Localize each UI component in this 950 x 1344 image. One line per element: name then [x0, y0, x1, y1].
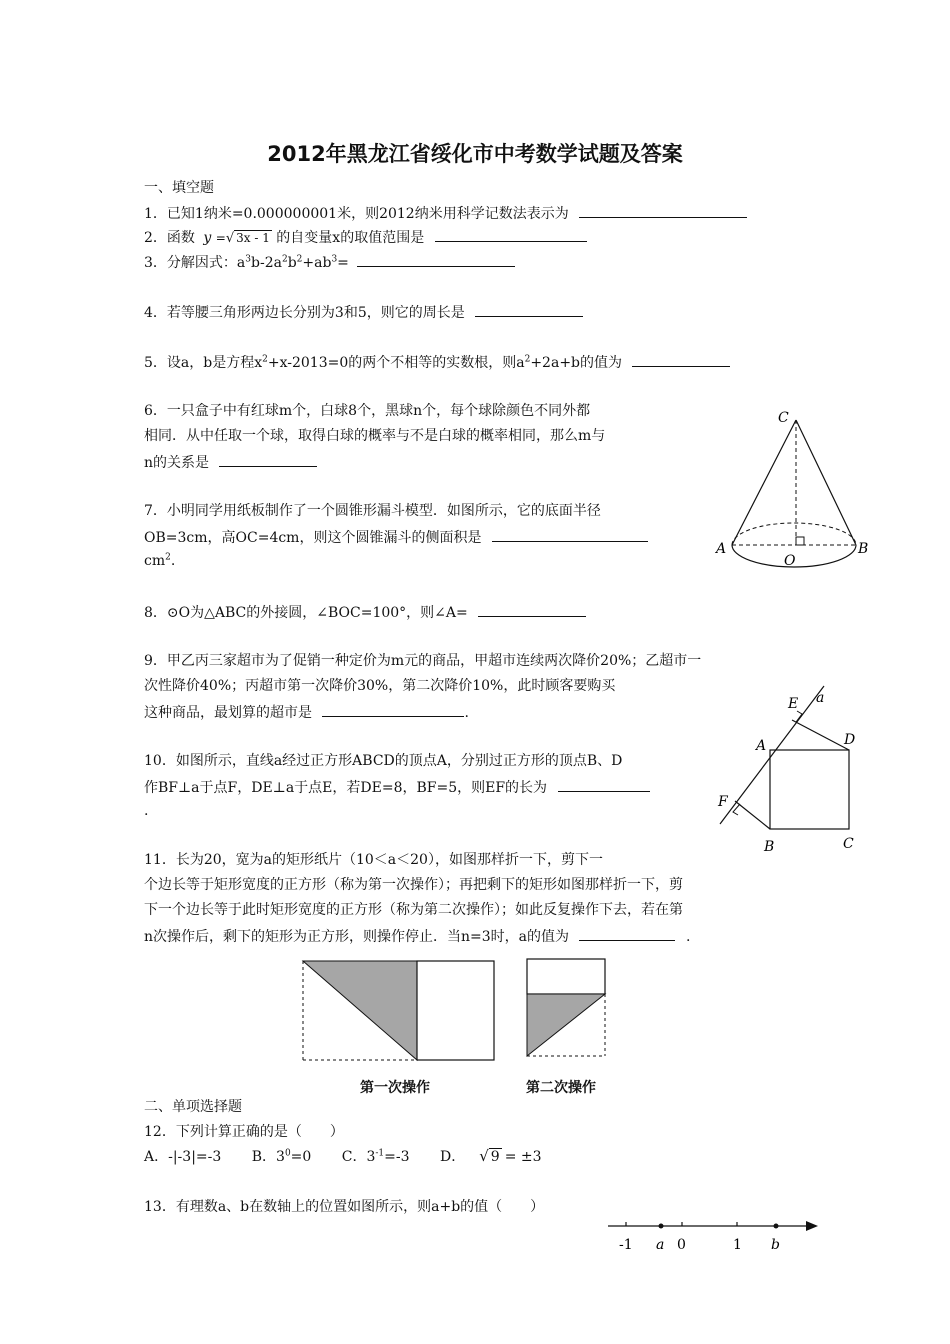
- question-1: [144, 203, 747, 223]
- label-b: B: [764, 839, 775, 855]
- q10-line2-text: 作BF⊥a于点F，DE⊥a于点E，若DE=8，BF=5，则EF的长为: [144, 780, 548, 796]
- segment-de: [792, 720, 849, 750]
- folding-figure: [298, 956, 614, 1064]
- label-d: D: [844, 732, 856, 748]
- answer-blank-1[interactable]: [579, 203, 747, 218]
- question-13: 13．有理数a、b在数轴上的位置如图所示，则a+b的值（ ）: [144, 1199, 545, 1215]
- cone-figure: [712, 404, 872, 576]
- option-c[interactable]: [342, 1149, 410, 1165]
- q3-part: +ab: [302, 255, 332, 271]
- q3-part: b: [287, 255, 297, 271]
- question-7-line-1: 7．小明同学用纸板制作了一个圆锥形漏斗模型．如图所示，它的底面半径: [144, 503, 601, 519]
- sqrt-symbol: √: [225, 231, 235, 246]
- answer-blank-2[interactable]: [435, 227, 587, 242]
- q11-line4-text: n次操作后，剩下的矩形为正方形，则操作停止．当n=3时，a的值为: [144, 929, 570, 945]
- question-6-line-3: [144, 452, 317, 472]
- q5-part: +x-2013=0的两个不相等的实数根，则a: [267, 355, 525, 371]
- sqrt-symbol: √: [479, 1147, 489, 1165]
- option-b-base: B．3: [251, 1149, 285, 1165]
- question-11-line-1: 11．长为20，宽为a的矩形纸片（10＜a＜20），如图那样折一下，剪下一: [144, 852, 603, 868]
- question-12-options: [144, 1147, 542, 1166]
- answer-blank-9[interactable]: [322, 702, 464, 717]
- number-line-arrow: [806, 1221, 818, 1231]
- option-b[interactable]: [252, 1149, 312, 1165]
- question-8: [144, 602, 586, 622]
- cone-edge-ca: [732, 420, 796, 545]
- tick-label-1: 1: [733, 1237, 742, 1253]
- first-remaining-rect: [417, 961, 494, 1060]
- option-d-label: D．: [440, 1149, 466, 1165]
- q3-exp: 2: [281, 254, 288, 265]
- section-single-choice: 二、单项选择题: [144, 1099, 242, 1115]
- question-10-line-2: [144, 777, 650, 797]
- option-c-exp: -1: [375, 1148, 385, 1159]
- option-b-exp: 0: [284, 1148, 291, 1159]
- question-2-post: 的自变量x的取值范围是: [276, 230, 425, 246]
- q3-part: =: [337, 255, 349, 271]
- label-a: A: [716, 541, 727, 557]
- answer-blank-4[interactable]: [475, 302, 583, 317]
- caption-first-operation: 第一次操作: [360, 1080, 430, 1096]
- q3-exp: 3: [331, 254, 338, 265]
- answer-blank-6[interactable]: [219, 452, 317, 467]
- label-line-a: a: [816, 690, 825, 706]
- question-9-line-3: [144, 702, 469, 722]
- question-2: [144, 227, 587, 248]
- square-figure: [712, 684, 872, 856]
- question-7-line-3: [144, 552, 175, 570]
- option-a[interactable]: A．-|-3|=-3: [144, 1149, 222, 1165]
- question-8-text: 8．⊙O为△ABC的外接圆，∠BOC=100°，则∠A=: [144, 605, 468, 621]
- function-radicand: 3x - 1: [236, 231, 270, 245]
- label-f: F: [718, 794, 728, 810]
- question-12-stem: 12．下列计算正确的是（ ）: [144, 1124, 344, 1140]
- q11-end: .: [685, 929, 691, 945]
- question-7-line-2: [144, 527, 648, 547]
- label-c: C: [778, 410, 789, 426]
- question-1-text: 1．已知1纳米=0.000000001米，则2012纳米用科学记数法表示为: [144, 206, 569, 222]
- question-10-line-3: .: [144, 803, 149, 819]
- q3-part: b-2a: [251, 255, 282, 271]
- question-3: [144, 252, 515, 272]
- q7-unit-exp: 2: [165, 552, 171, 563]
- answer-blank-11[interactable]: [579, 926, 675, 941]
- second-remaining-rect: [527, 959, 605, 994]
- label-c: C: [843, 836, 854, 852]
- q5-part: 5．设a，b是方程x: [144, 355, 263, 371]
- question-4: [144, 302, 583, 322]
- square-abcd: [770, 750, 849, 829]
- q7-line2-text: OB=3cm，高OC=4cm，则这个圆锥漏斗的侧面积是: [144, 530, 482, 546]
- option-c-base: C．3: [341, 1149, 376, 1165]
- cone-base-back: [732, 523, 856, 545]
- question-9-line-2: 次性降价40%；丙超市第一次降价30%，第二次降价10%，此时顾客要购买: [144, 678, 616, 694]
- label-b: B: [858, 541, 869, 557]
- segment-bf: [735, 801, 770, 829]
- caption-second-operation: 第二次操作: [526, 1080, 596, 1096]
- q9-end: .: [464, 705, 469, 721]
- option-d-radicand: 9: [490, 1149, 500, 1165]
- question-9-line-1: 9．甲乙丙三家超市为了促销一种定价为m元的商品，甲超市连续两次降价20%；乙超市一: [144, 653, 702, 669]
- question-2-pre: 2．函数: [144, 230, 195, 246]
- q5-exp: 2: [262, 354, 268, 365]
- answer-blank-10[interactable]: [558, 777, 650, 792]
- point-a: [659, 1224, 664, 1229]
- answer-blank-8[interactable]: [478, 602, 586, 617]
- question-11-line-4: [144, 926, 690, 946]
- answer-blank-3[interactable]: [357, 252, 515, 267]
- label-o: O: [784, 553, 796, 569]
- right-angle-mark: [796, 537, 804, 545]
- q3-exp: 2: [296, 254, 303, 265]
- second-fold-shaded: [527, 994, 605, 1056]
- option-d-rest: = ±3: [504, 1149, 542, 1165]
- option-b-rest: =0: [290, 1149, 312, 1165]
- q7-unit: cm: [144, 553, 166, 569]
- answer-blank-7[interactable]: [492, 527, 648, 542]
- q3-part: 3．分解因式：a: [144, 255, 246, 271]
- q5-part: +2a+b的值为: [530, 355, 623, 371]
- question-6-line-1: 6．一只盒子中有红球m个，白球8个，黑球n个，每个球除颜色不同外都: [144, 403, 591, 419]
- question-5: [144, 352, 730, 372]
- number-line-figure: [606, 1212, 822, 1256]
- question-4-text: 4．若等腰三角形两边长分别为3和5，则它的周长是: [144, 305, 465, 321]
- question-11-line-2: 个边长等于矩形宽度的正方形（称为第一次操作）；再把剩下的矩形如图那样折一下，剪: [144, 877, 683, 893]
- page-title: 2012年黑龙江省绥化市中考数学试题及答案: [267, 142, 683, 166]
- function-y: y: [203, 230, 212, 246]
- q9-line3-text: 这种商品，最划算的超市是: [144, 705, 312, 721]
- answer-blank-5[interactable]: [632, 352, 730, 367]
- q5-exp: 2: [524, 354, 531, 365]
- point-b: [774, 1224, 779, 1229]
- line-a: [720, 686, 824, 824]
- q7-end: .: [170, 553, 176, 569]
- section-fill-in: 一、填空题: [144, 180, 214, 196]
- q6-line3-text: n的关系是: [144, 455, 210, 471]
- question-6-line-2: 相同．从中任取一个球，取得白球的概率与不是白球的概率相同，那么m与: [144, 428, 606, 444]
- option-c-rest: =-3: [384, 1149, 410, 1165]
- option-d[interactable]: [440, 1149, 542, 1165]
- q3-exp: 3: [245, 254, 251, 265]
- tick-label-a: a: [656, 1237, 665, 1253]
- label-a: A: [756, 738, 767, 754]
- question-10-line-1: 10．如图所示，直线a经过正方形ABCD的顶点A，分别过正方形的顶点B、D: [144, 753, 623, 769]
- tick-label-0: 0: [677, 1237, 686, 1253]
- function-eq: =: [215, 231, 226, 245]
- question-11-line-3: 下一个边长等于此时矩形宽度的正方形（称为第二次操作）；如此反复操作下去，若在第: [144, 902, 683, 918]
- tick-label-b: b: [771, 1237, 780, 1253]
- label-e: E: [788, 696, 799, 712]
- tick-label-neg1: -1: [619, 1237, 633, 1253]
- first-fold-shaded: [303, 961, 417, 1060]
